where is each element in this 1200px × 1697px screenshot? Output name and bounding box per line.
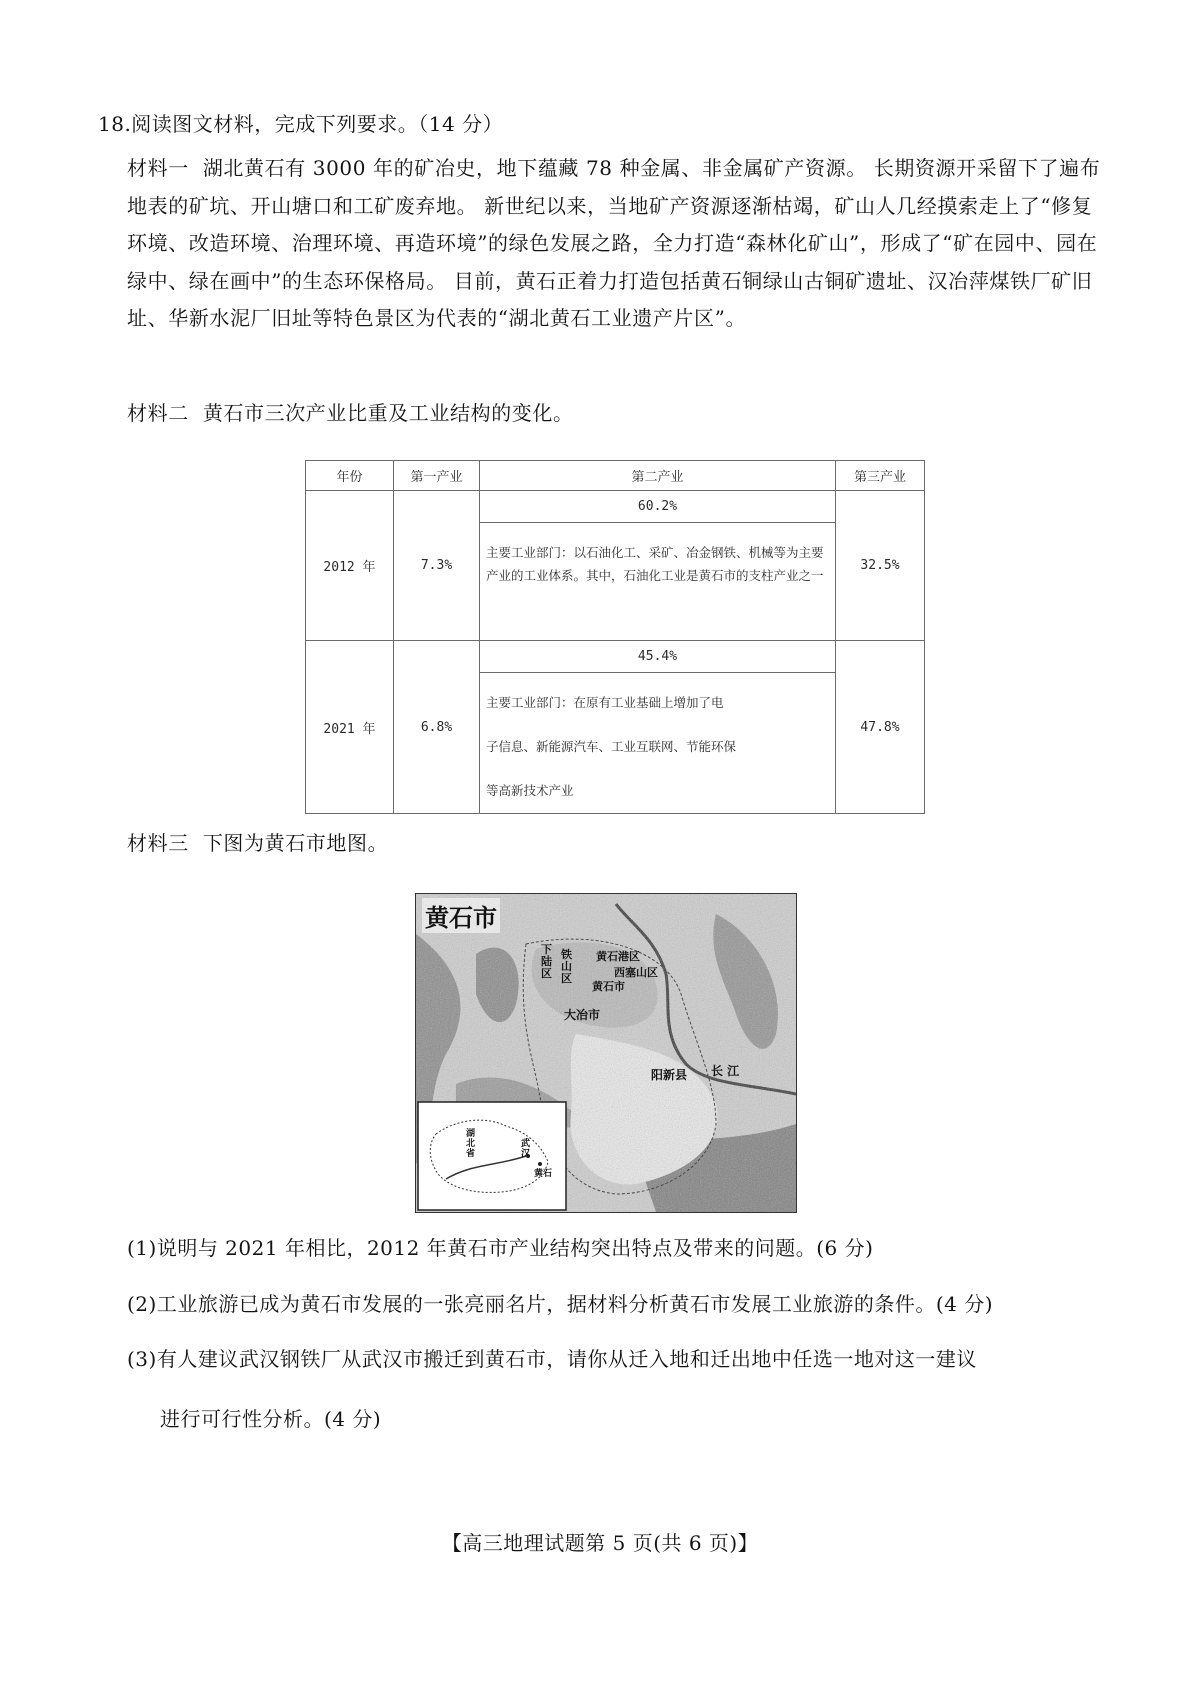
map-label-xisaishan: 西塞山区 [614, 966, 658, 979]
question-heading: 18.阅读图文材料，完成下列要求。（14 分） [98, 112, 504, 136]
header-year: 年份 [306, 461, 394, 491]
material-1 [127, 150, 1112, 338]
secondary-description-line: 子信息、新能源汽车、工业互联网、节能环保 [486, 739, 737, 754]
material-1-label: 材料一 [127, 156, 189, 180]
primary-cell: 6.8% [394, 641, 480, 814]
material-1-text: 湖北黄石有 3000 年的矿冶史，地下蕴藏 78 种金属、非金属矿产资源。 长期资源开采留下了遍布地表的矿坑、开山塘口和工矿废弃地。 新世纪以来，当地矿产资源逐渐枯竭，矿山人几经摸索走上了“修复环境、改造环境、治理环境、再造环境”的绿色发展之路，全力打造“森林化矿山”，形成了“矿在园中、园在绿中、绿在画中”的生态环保格局。 目前，黄石正着力打造包括黄石铜绿山古铜矿遗址、汉冶萍煤铁厂矿旧址、华新水泥厂旧址等特色景区为代表的“湖北黄石工业遗产片区”。 [127, 156, 1101, 330]
year-cell: 2021 年 [306, 641, 394, 814]
subquestion-3: (3)有人建议武汉钢铁厂从武汉市搬迁到黄石市，请你从迁入地和迁出地中任选一地对这一建议 [127, 1347, 977, 1371]
table-row [306, 641, 925, 814]
page-footer: 【高三地理试题第 5 页(共 6 页)】 [441, 1531, 759, 1555]
tertiary-cell: 32.5% [836, 491, 925, 641]
inset-label-hubei: 湖北省 [466, 1129, 476, 1159]
subquestion-2: (2)工业旅游已成为黄石市发展的一张亮丽名片，据材料分析黄石市发展工业旅游的条件。(4 分) [127, 1292, 994, 1316]
table-header-row [306, 461, 925, 491]
material-2-text: 黄石市三次产业比重及工业结构的变化。 [202, 401, 574, 425]
secondary-description: 主要工业部门：以石油化工、采矿、冶金钢铁、机械等为主要产业的工业体系。其中，石油化工业是黄石市的支柱产业之一 [486, 545, 824, 583]
secondary-percent: 45.4% [480, 641, 835, 673]
map-label-daye: 大冶市 [564, 1008, 601, 1022]
material-3 [127, 825, 1112, 863]
map-label-huangshi-city: 黄石市 [592, 980, 625, 993]
map-label-huangshigang: 黄石港区 [596, 950, 640, 963]
map-label-tieshan: 铁山区 [561, 948, 572, 985]
map-title: 黄石市 [422, 898, 500, 933]
secondary-percent: 60.2% [480, 491, 835, 523]
table-row [306, 491, 925, 641]
subquestion-3-continued: 进行可行性分析。(4 分) [160, 1407, 382, 1431]
map-label-yangxin: 阳新县 [651, 1068, 688, 1082]
secondary-description [480, 673, 835, 813]
header-tertiary: 第三产业 [836, 461, 925, 491]
material-2 [127, 395, 1112, 433]
inset-label-huangshi: 黄石 [534, 1169, 553, 1179]
year-cell: 2012 年 [306, 491, 394, 641]
secondary-description-line: 主要工业部门：在原有工业基础上增加了电 [486, 695, 724, 710]
huangshi-map [415, 893, 797, 1213]
header-secondary: 第二产业 [480, 461, 836, 491]
material-3-label: 材料三 [127, 831, 189, 855]
industry-structure-table [305, 460, 925, 814]
subquestion-1: (1)说明与 2021 年相比，2012 年黄石市产业结构突出特点及带来的问题。(6 分) [127, 1236, 874, 1260]
map-label-yangtze: 长 江 [711, 1064, 740, 1078]
map-terrain [416, 894, 796, 1212]
secondary-cell [480, 641, 836, 814]
inset-label-wuhan: 武汉 [521, 1139, 531, 1159]
tertiary-cell: 47.8% [836, 641, 925, 814]
secondary-description-line: 等高新技术产业 [486, 783, 574, 798]
secondary-cell [480, 491, 836, 641]
primary-cell: 7.3% [394, 491, 480, 641]
material-3-text: 下图为黄石市地图。 [202, 831, 389, 855]
material-2-label: 材料二 [127, 401, 189, 425]
map-label-xialu: 下陆区 [541, 943, 552, 980]
header-primary: 第一产业 [394, 461, 480, 491]
